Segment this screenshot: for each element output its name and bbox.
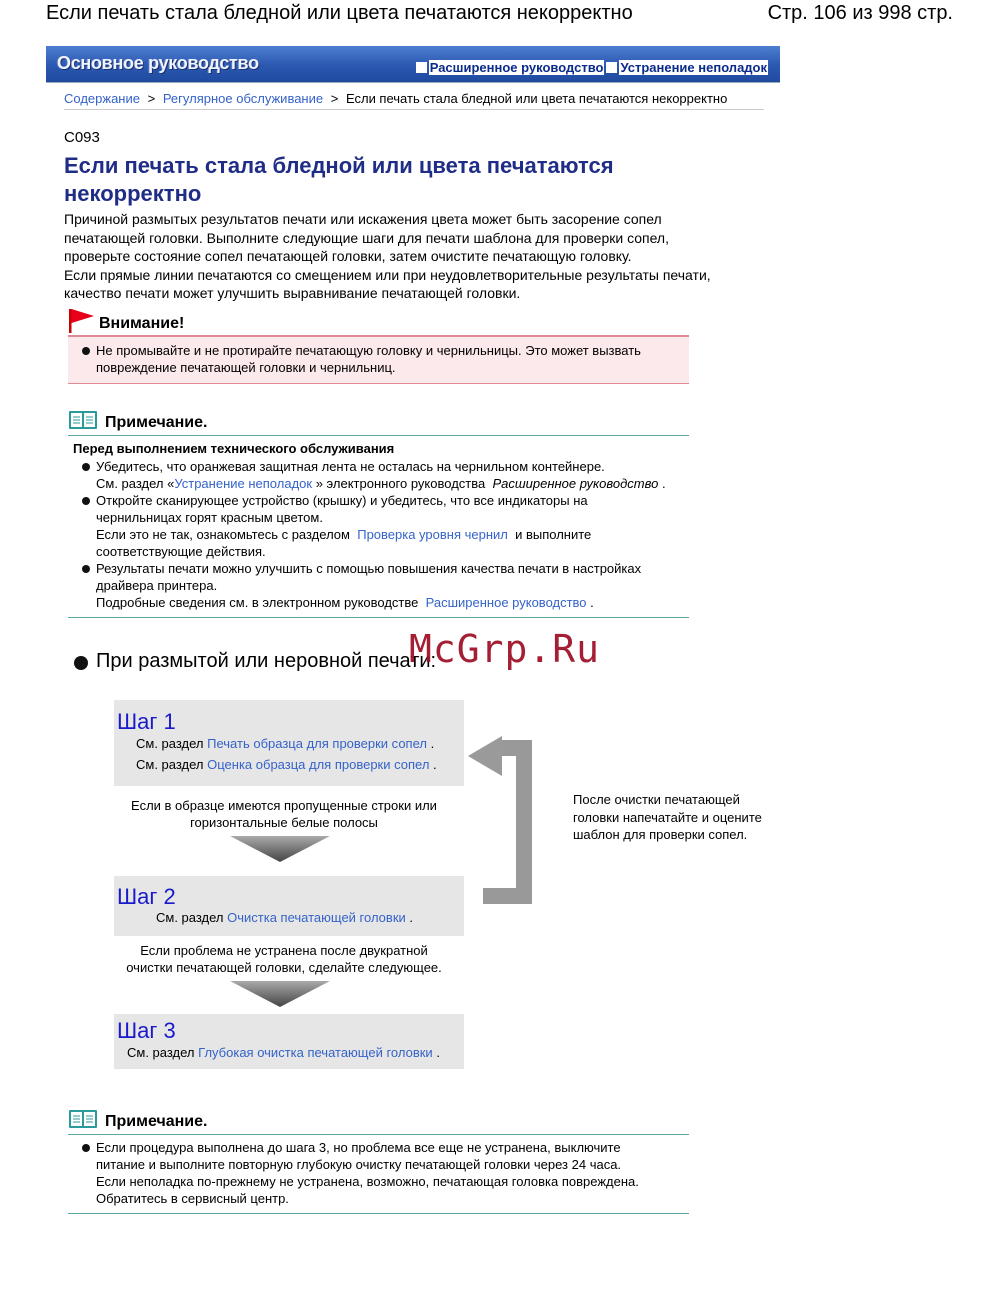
deep-cleaning-link[interactable]: Глубокая очистка печатающей головки [198, 1045, 433, 1060]
intro-line: проверьте состояние сопел печатающей головки, затем очистите печатающую головку. [64, 248, 632, 264]
page-number: Стр. 106 из 998 стр. [767, 2, 953, 24]
note-line: драйвера принтера. [96, 578, 218, 593]
note-divider [68, 435, 689, 436]
text: . [590, 595, 594, 610]
warning-line: Не промывайте и не протирайте печатающую головку и чернильницы. Это может вызвать [96, 343, 641, 358]
bullet-icon [82, 565, 90, 573]
note-line: соответствующие действия. [96, 544, 266, 559]
breadcrumb-contents[interactable]: Содержание [64, 91, 140, 106]
text: » электронного руководства [315, 476, 486, 491]
warning-line: повреждение печатающей головки и чернильниц. [96, 360, 396, 375]
warning-box [68, 335, 689, 384]
topic-code: C093 [64, 129, 100, 146]
step-3-label: Шаг 3 [117, 1018, 176, 1043]
note-line: питание и выполните повторную глубокую очистку печатающей головки через 24 часа. [96, 1157, 622, 1172]
bullet-icon [82, 347, 90, 355]
text: и выполните [515, 527, 592, 542]
step-1-ref-2 [136, 757, 437, 772]
ink-level-link[interactable]: Проверка уровня чернил [357, 527, 508, 542]
watermark: McGrp.Ru [409, 627, 601, 671]
note-title: Примечание. [105, 1113, 208, 1130]
breadcrumb [64, 91, 764, 110]
note-line [96, 475, 666, 492]
loop-back-arrow-icon [466, 736, 536, 904]
red-flag-icon [68, 308, 96, 334]
troubleshooting-link[interactable]: Устранение неполадок [620, 60, 767, 75]
note-subtitle: Перед выполнением технического обслуживания [73, 441, 395, 456]
text: . [436, 1045, 440, 1060]
bullet-icon [82, 497, 90, 505]
intro-line: Причиной размытых результатов печати или искажения цвета может быть засорение сопел [64, 211, 662, 227]
troubleshooting-inline-link[interactable]: Устранение неполадок [174, 476, 313, 491]
text: . [433, 757, 437, 772]
bullet-icon [82, 463, 90, 471]
book-icon [68, 1108, 98, 1130]
book-icon [68, 409, 98, 431]
side-note-line: головки напечатайте и оцените [573, 809, 762, 825]
note-divider [68, 617, 689, 618]
note-line: чернильницах горят красным цветом. [96, 510, 323, 525]
warning-title: Внимание! [99, 315, 185, 332]
breadcrumb-separator: > [330, 91, 339, 106]
banner-title: Основное руководство [57, 53, 259, 73]
note-line: Если процедура выполнена до шага 3, но проблема все еще не устранена, выключите [96, 1140, 621, 1155]
head-cleaning-link[interactable]: Очистка печатающей головки [227, 910, 406, 925]
step-1-label: Шаг 1 [117, 709, 176, 734]
text: См. раздел [136, 736, 204, 751]
intro-line: печатающей головки. Выполните следующие шаги для печати шаблона для проверки сопел, [64, 229, 669, 246]
note-line: Откройте сканирующее устройство (крышку) и убедитесь, что все индикаторы на [96, 493, 588, 508]
note-line: Если неполадка по-прежнему не устранена, возможно, печатающая головка повреждена. [96, 1174, 639, 1189]
section-heading: При размытой или неровной печати: [96, 650, 437, 672]
intro-line: Если прямые линии печатаются со смещением или при неудовлетворительные результаты печати, [64, 266, 711, 283]
text: Подробные сведения см. в электронном руководстве [96, 595, 419, 610]
breadcrumb-current: Если печать стала бледной или цвета печатаются некорректно [345, 91, 728, 106]
condition-2 [114, 942, 454, 976]
step-1-ref-1 [136, 736, 434, 751]
text: См. раздел « [96, 476, 175, 491]
square-icon [416, 62, 427, 73]
text: См. раздел [136, 757, 204, 772]
note-divider [68, 1213, 689, 1214]
loop-side-note [573, 791, 762, 844]
note-title: Примечание. [105, 414, 208, 431]
note-line: Убедитесь, что оранжевая защитная лента не осталась на чернильном контейнере. [96, 459, 605, 474]
down-arrow-icon [230, 981, 330, 1007]
intro-text [64, 210, 744, 303]
advanced-guide-inline-link[interactable]: Расширенное руководство [425, 595, 587, 610]
nozzle-check-evaluate-link[interactable]: Оценка образца для проверки сопел [207, 757, 430, 772]
text: . [409, 910, 414, 925]
text: См. раздел [127, 1045, 195, 1060]
page-title [64, 152, 704, 208]
warning-text [96, 342, 686, 376]
square-icon [606, 62, 617, 73]
step-1-box [114, 700, 464, 786]
down-arrow-icon [230, 836, 330, 862]
nozzle-check-print-link[interactable]: Печать образца для проверки сопел [207, 736, 427, 751]
step-3-ref [127, 1045, 440, 1060]
condition-line: горизонтальные белые полосы [190, 815, 378, 830]
breadcrumb-separator: > [147, 91, 156, 106]
intro-line: качество печати может улучшить выравнивание печатающей головки. [64, 285, 521, 301]
note-bullet-1 [96, 458, 666, 492]
bullet-icon [82, 1144, 90, 1152]
page-title-line: Если печать стала бледной или цвета печатаются [64, 153, 614, 178]
page-title-line: некорректно [64, 181, 202, 206]
text: . [662, 476, 666, 491]
page-header-title: Если печать стала бледной или цвета печатаются некорректно [46, 2, 633, 24]
note-line [96, 526, 591, 543]
note-line: Обратитесь в сервисный центр. [96, 1191, 289, 1206]
side-note-line: шаблон для проверки сопел. [573, 827, 748, 842]
step-2-box [114, 876, 464, 936]
text: См. раздел [156, 910, 224, 925]
condition-line: Если проблема не устранена после двукратной [140, 943, 428, 958]
note-2-text [96, 1139, 686, 1207]
step-3-box [114, 1014, 464, 1069]
text: Если это не так, ознакомьтесь с разделом [96, 527, 350, 542]
advanced-guide-link[interactable]: Расширенное руководство [429, 60, 604, 75]
step-2-label: Шаг 2 [117, 884, 176, 909]
manual-banner [46, 46, 780, 83]
side-note-line: После очистки печатающей [573, 792, 740, 807]
condition-line: Если в образце имеются пропущенные строки или [131, 798, 437, 813]
note-line: Результаты печати можно улучшить с помощью повышения качества печати в настройках [96, 561, 642, 576]
text: . [430, 736, 435, 751]
note-line [96, 594, 641, 611]
banner-links [416, 60, 770, 75]
note-divider [68, 1134, 689, 1135]
note-bullet-2 [96, 492, 591, 560]
breadcrumb-maintenance[interactable]: Регулярное обслуживание [162, 91, 324, 106]
italic-guide-name: Расширенное руководство [492, 476, 659, 491]
section-bullet-icon [74, 656, 88, 670]
condition-1 [114, 797, 454, 831]
condition-line: очистки печатающей головки, сделайте следующее. [126, 960, 442, 975]
note-bullet-3 [96, 560, 641, 611]
step-2-ref [156, 910, 413, 925]
